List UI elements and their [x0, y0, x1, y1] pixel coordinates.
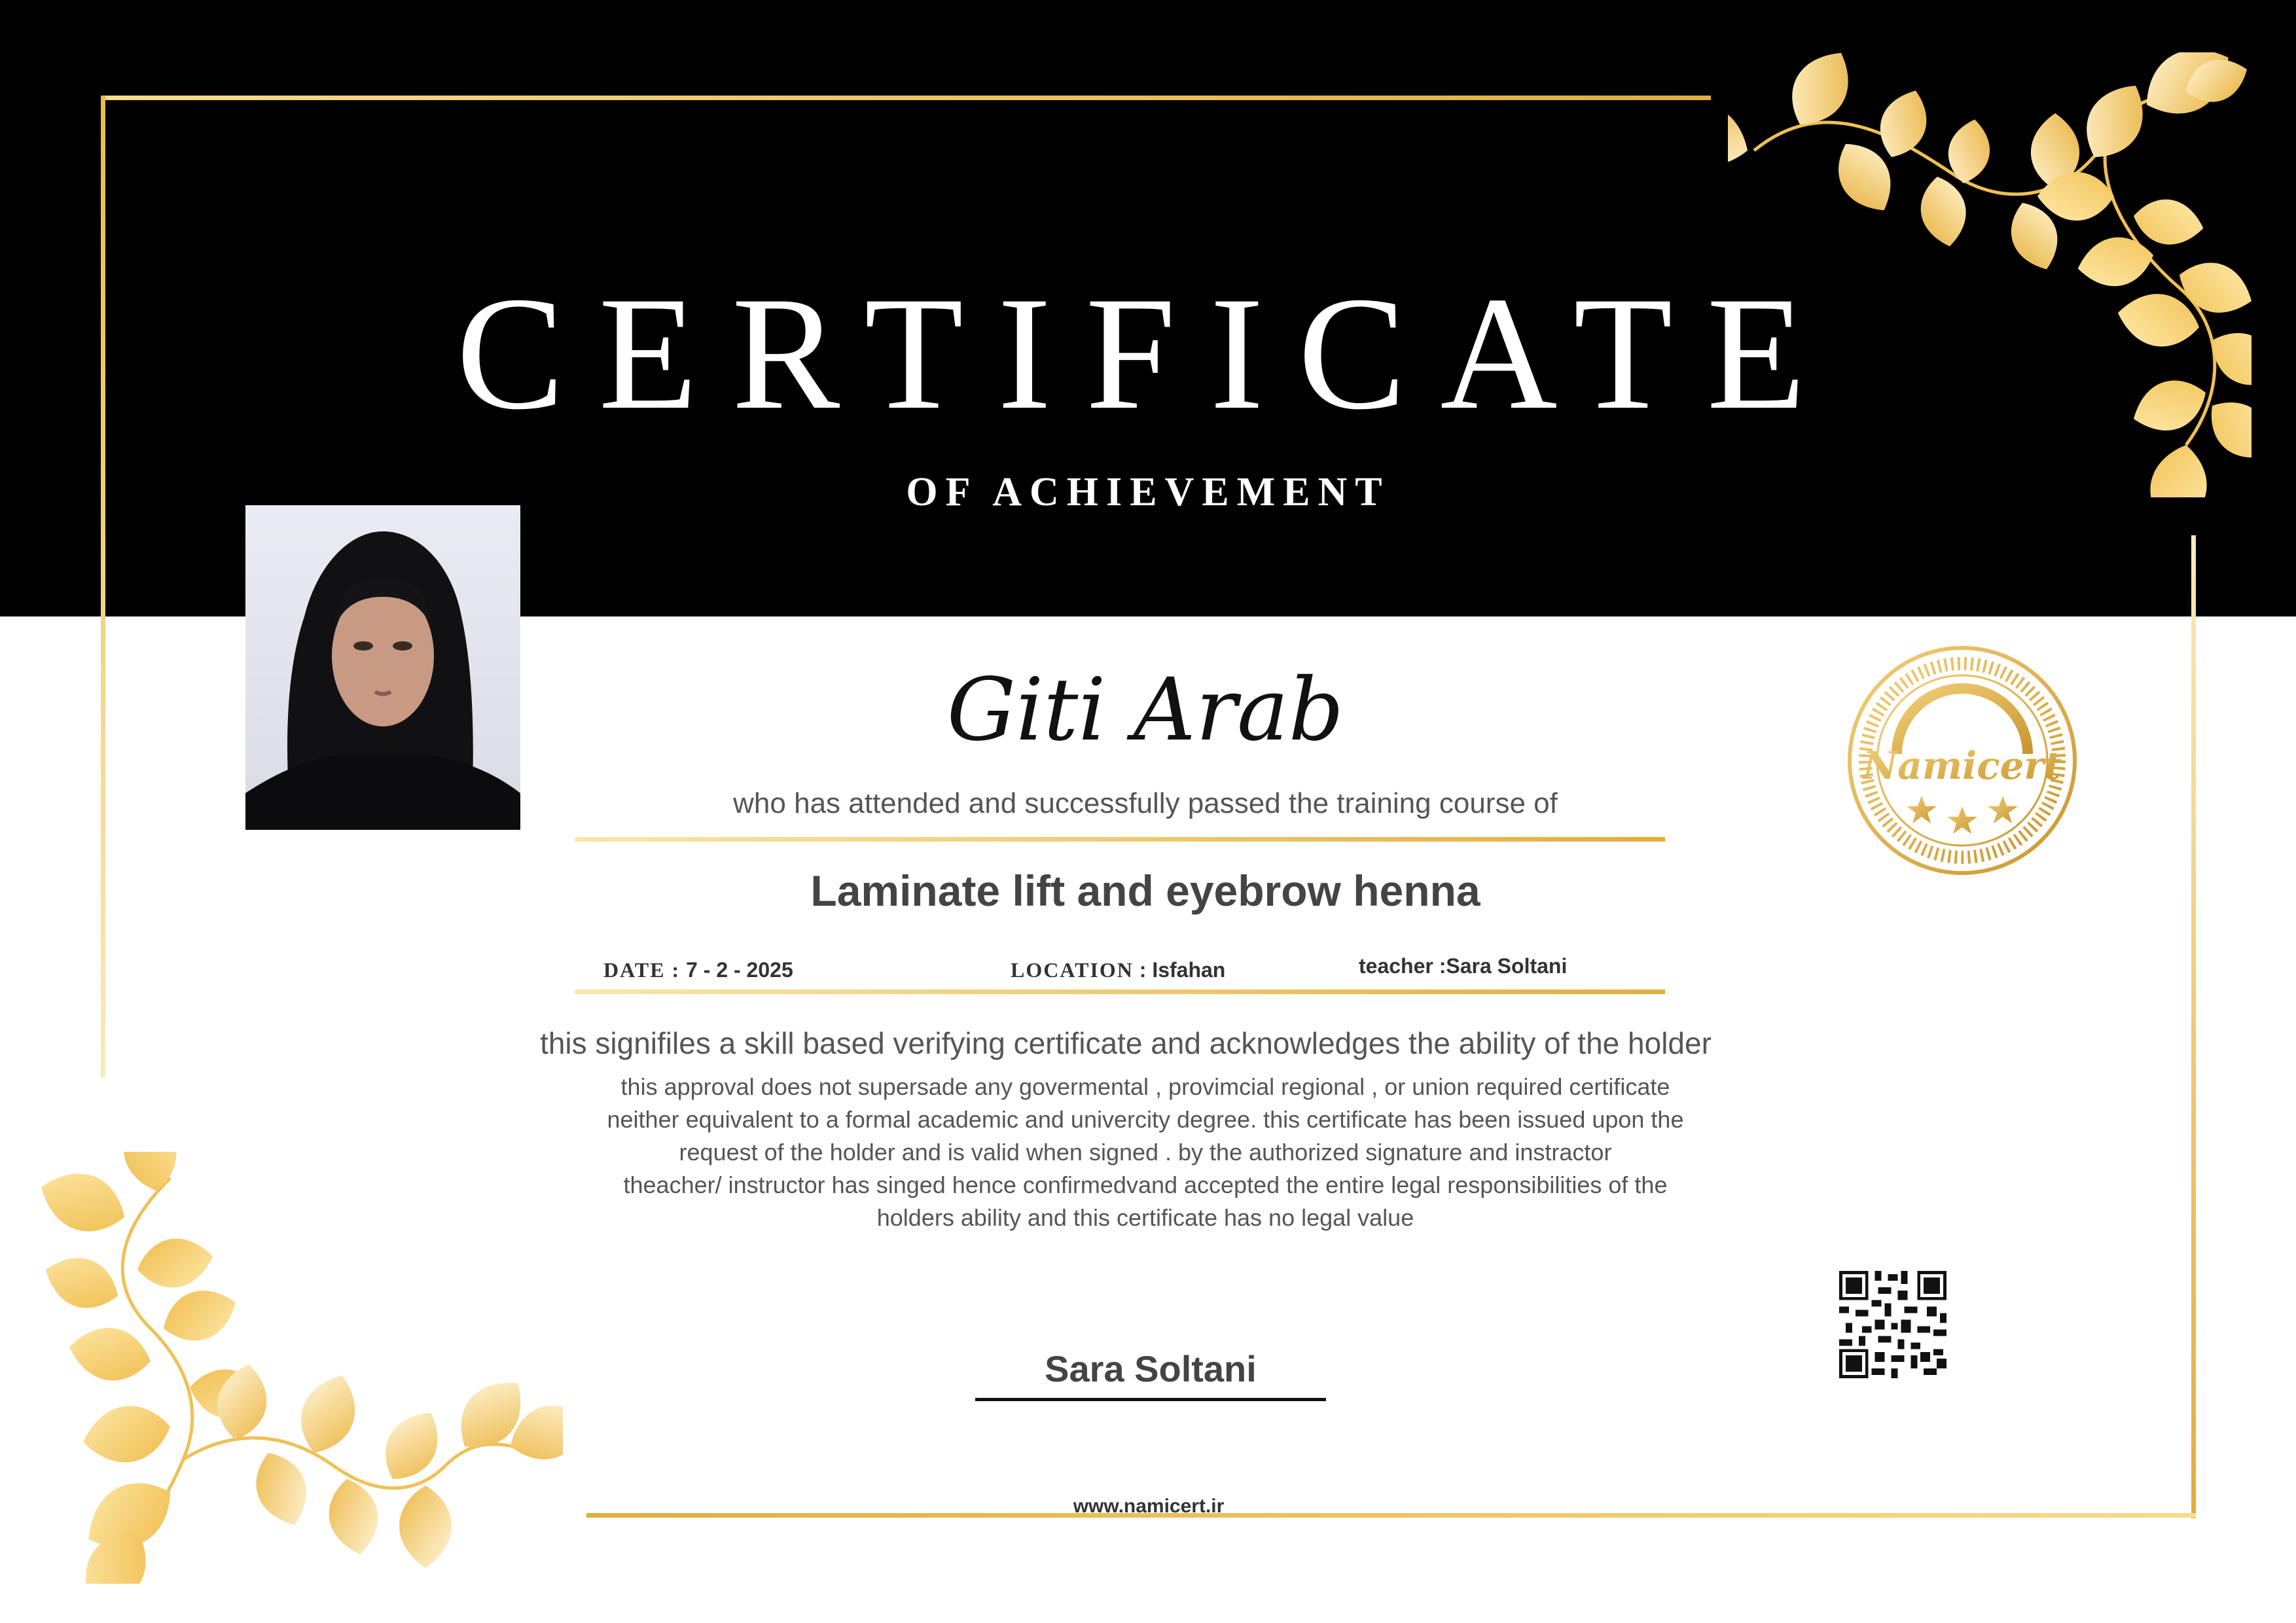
- attended-text: who has attended and successfully passed the training course of: [733, 787, 1558, 819]
- signature-line: [975, 1398, 1326, 1401]
- teacher-field: [1359, 950, 1567, 982]
- recipient-name: Giti Arab: [946, 660, 1344, 760]
- holder-photo-icon: [245, 505, 520, 830]
- signifies-text: this signifiles a skill based verifying certificate and acknowledges the ability of the holder: [540, 1026, 1712, 1060]
- website-link[interactable]: www.namicert.ir: [1073, 1495, 1225, 1517]
- certificate-subtitle: OF ACHIEVEMENT: [906, 470, 1390, 514]
- gold-frame-left: [101, 96, 105, 1077]
- date-field: [603, 954, 793, 986]
- disclaimer-line: neither equivalent to a formal academic and univercity degree. this certificate has been issued upon the: [607, 1106, 1684, 1133]
- gold-vine-bottom-left-icon: [39, 1152, 563, 1584]
- signature-name: Sara Soltani: [1045, 1348, 1257, 1389]
- namicert-seal-icon: [1844, 643, 2080, 878]
- seal-brand-text: Namicert: [1863, 743, 2062, 788]
- disclaimer-line: this approval does not supersade any govermental , provimcial regional , or union required certificate: [620, 1073, 1670, 1100]
- gold-divider-top: [575, 837, 1665, 842]
- gold-frame-right: [2191, 535, 2196, 1518]
- gold-frame-bottom: [586, 1513, 2196, 1518]
- qr-code-icon[interactable]: [1839, 1271, 1946, 1378]
- disclaimer: [556, 1071, 1734, 1234]
- disclaimer-line: request of the holder and is valid when signed . by the authorized signature and instractor: [679, 1139, 1612, 1166]
- gold-divider-bottom: [575, 990, 1665, 994]
- location-value: : Isfahan: [1139, 958, 1226, 982]
- course-name: Laminate lift and eyebrow henna: [810, 866, 1480, 915]
- gold-frame-top: [101, 96, 1711, 100]
- disclaimer-line: holders ability and this certificate has no legal value: [876, 1204, 1414, 1231]
- disclaimer-line: theacher/ instructor has singed hence confirmedvand accepted the entire legal responsibilities of the: [623, 1171, 1668, 1198]
- teacher-label: teacher :: [1359, 954, 1446, 978]
- teacher-value: Sara Soltani: [1446, 954, 1568, 978]
- date-label: DATE :: [603, 958, 681, 982]
- location-field: [1011, 954, 1225, 986]
- location-label: LOCATION: [1011, 958, 1134, 982]
- certificate-title: CERTIFICATE: [456, 263, 1840, 443]
- date-value: 7 - 2 - 2025: [686, 958, 793, 982]
